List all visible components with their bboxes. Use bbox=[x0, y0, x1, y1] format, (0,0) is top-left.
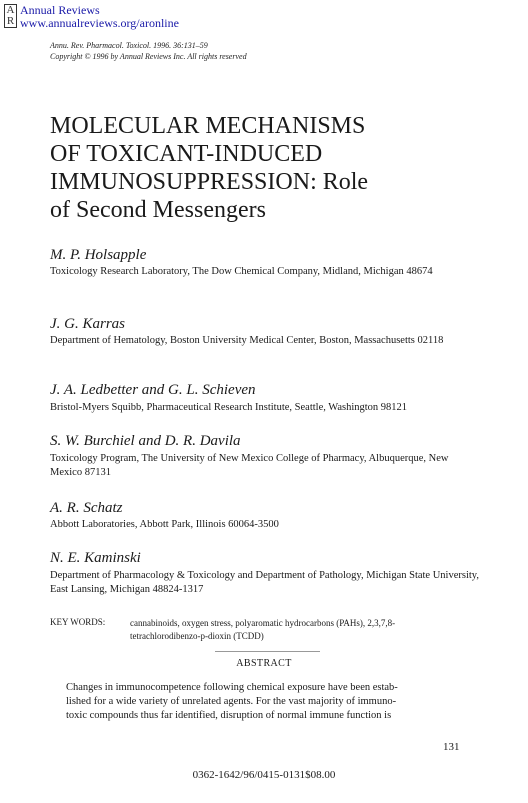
author-names: N. E. Kaminski bbox=[50, 550, 141, 566]
abstract-text bbox=[66, 681, 466, 723]
annual-reviews-logo bbox=[4, 4, 17, 28]
logo-letter-r: R bbox=[6, 15, 15, 27]
keywords-text: cannabinoids, oxygen stress, polyaromatic hydrocarbons (PAHs), 2,3,7,8-tetrachlorodibenzo-p-dioxin (TCDD) bbox=[130, 618, 396, 641]
source-name: Annual Reviews bbox=[20, 3, 100, 17]
abstract-divider bbox=[215, 651, 320, 652]
author-names: M. P. Holsapple bbox=[50, 247, 147, 263]
article-title bbox=[50, 112, 470, 224]
author-names: J. G. Karras bbox=[50, 316, 126, 332]
page-number: 131 bbox=[443, 741, 460, 753]
price-code: 0362-1642/96/0415-0131$08.00 bbox=[192, 769, 336, 781]
author-names: A. R. Schatz bbox=[50, 500, 123, 516]
title-line: MOLECULAR MECHANISMS bbox=[50, 113, 366, 139]
abstract-line: lished for a wide variety of unrelated agents. For the vast majority of immuno- bbox=[66, 696, 397, 707]
title-line: of Second Messengers bbox=[50, 197, 266, 223]
author-affiliation: Toxicology Program, The University of New Mexico College of Pharmacy, Albuquerque, New Mexico 87131 bbox=[50, 453, 449, 478]
title-line: OF TOXICANT-INDUCED bbox=[50, 141, 323, 167]
author-affiliation: Abbott Laboratories, Abbott Park, Illinois 60064-3500 bbox=[50, 519, 279, 530]
author-affiliation: Department of Hematology, Boston University Medical Center, Boston, Massachusetts 02118 bbox=[50, 335, 444, 346]
author-affiliation: Department of Pharmacology & Toxicology and Department of Pathology, Michigan State University, East Lansing, Michigan 48824-1317 bbox=[50, 570, 479, 595]
author-names: S. W. Burchiel and D. R. Davila bbox=[50, 433, 241, 449]
abstract-line: Changes in immunocompetence following chemical exposure have been estab- bbox=[66, 682, 398, 693]
author-affiliation: Bristol-Myers Squibb, Pharmaceutical Research Institute, Seattle, Washington 98121 bbox=[50, 402, 408, 413]
abstract-line: toxic compounds thus far identified, disruption of normal immune function is bbox=[66, 710, 392, 721]
author-affiliation: Toxicology Research Laboratory, The Dow Chemical Company, Midland, Michigan 48674 bbox=[50, 266, 433, 277]
journal-citation: Annu. Rev. Pharmacol. Toxicol. 1996. 36:131–59 bbox=[50, 41, 208, 50]
copyright-line: Copyright © 1996 by Annual Reviews Inc. All rights reserved bbox=[50, 52, 247, 61]
source-url-link[interactable]: www.annualreviews.org/aronline bbox=[20, 16, 179, 30]
keywords-label: KEY WORDS: bbox=[50, 617, 106, 627]
logo-letter-a: A bbox=[6, 4, 15, 16]
title-line: IMMUNOSUPPRESSION: Role bbox=[50, 169, 369, 195]
abstract-heading: ABSTRACT bbox=[236, 658, 292, 669]
author-names: J. A. Ledbetter and G. L. Schieven bbox=[50, 382, 256, 398]
